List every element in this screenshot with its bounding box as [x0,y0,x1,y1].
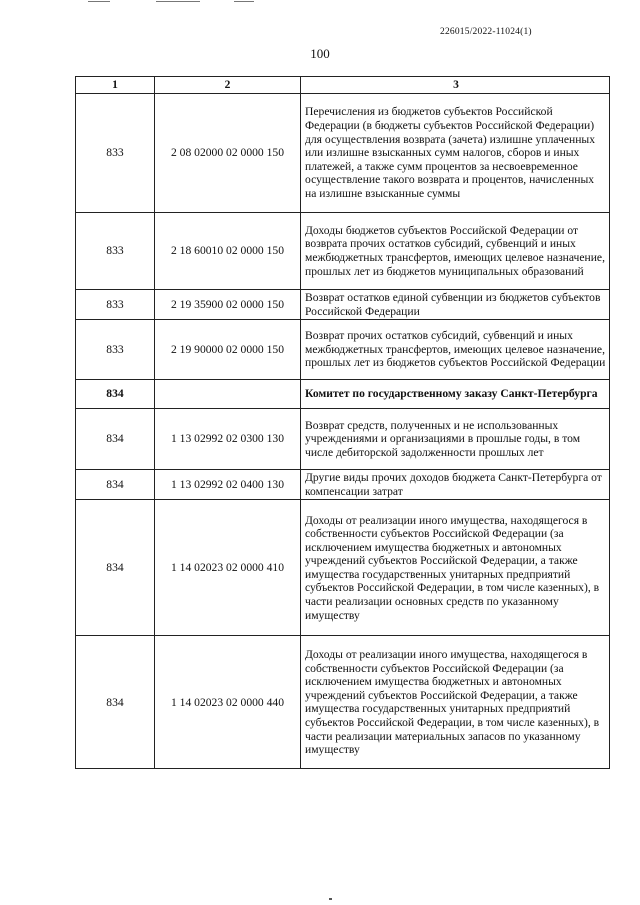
description-cell: Перечисления из бюджетов субъектов Российской Федерации (в бюджеты субъектов Российской Федерации) для осуществления возврата (зачета) излишне уплаченных или излишне взысканных сумм налогов, сборов и иных платежей, а также сумм процентов за несвоевременное осуществление такого возврата и процентов, начисленных на излишне взысканные суммы [301,94,610,213]
admin-code-cell: 834 [76,380,155,409]
column-header-1: 1 [76,77,155,94]
scan-speck [329,898,332,900]
description-cell: Доходы бюджетов субъектов Российской Федерации от возврата прочих остатков субсидий, субвенций и иных межбюджетных трансфертов, имеющих целевое назначение, прошлых лет из бюджетов муниципальных образований [301,213,610,290]
budget-code-cell: 2 19 90000 02 0000 150 [155,320,301,380]
description-cell: Возврат средств, полученных и не использованных учреждениями и организациями в прошлые годы, в том числе дебиторской задолженности прошлых лет [301,409,610,470]
table-header-row [76,77,610,94]
budget-code-cell: 2 18 60010 02 0000 150 [155,213,301,290]
table-row [76,636,610,769]
budget-code-cell: 1 13 02992 02 0300 130 [155,409,301,470]
admin-code-cell: 834 [76,500,155,636]
description-cell: Доходы от реализации иного имущества, находящегося в собственности субъектов Российской Федерации (за исключением имущества бюджетных и автономных учреждений субъектов Российской Федерации, а также имущества государственных унитарных предприятий субъектов Российской Федерации, в том числе казенных), в части реализации материальных запасов по указанному имуществу [301,636,610,769]
budget-codes-table [75,76,610,769]
table-row [76,500,610,636]
budget-code-cell: 2 08 02000 02 0000 150 [155,94,301,213]
table-row [76,94,610,213]
page-number: 100 [310,46,330,61]
description-cell: Доходы от реализации иного имущества, находящегося в собственности субъектов Российской Федерации (за исключением имущества бюджетных и автономных учреждений субъектов Российской Федерации, а также имущества государственных унитарных предприятий субъектов Российской Федерации, в том числе казенных), в части реализации основных средств по указанному имуществу [301,500,610,636]
admin-code-cell: 833 [76,94,155,213]
description-cell: Возврат остатков единой субвенции из бюджетов субъектов Российской Федерации [301,290,610,320]
budget-code-cell: 1 13 02992 02 0400 130 [155,470,301,500]
budget-code-cell: 1 14 02023 02 0000 410 [155,500,301,636]
budget-code-cell [155,380,301,409]
table-row [76,320,610,380]
table-section-row [76,380,610,409]
table-row [76,409,610,470]
budget-code-cell: 2 19 35900 02 0000 150 [155,290,301,320]
admin-code-cell: 833 [76,213,155,290]
admin-code-cell: 834 [76,409,155,470]
description-cell: Возврат прочих остатков субсидий, субвенций и иных межбюджетных трансфертов, имеющих целевое назначение, прошлых лет из бюджетов субъектов Российской Федерации [301,320,610,380]
description-cell: Другие виды прочих доходов бюджета Санкт-Петербурга от компенсации затрат [301,470,610,500]
admin-code-cell: 833 [76,320,155,380]
document-number: 226015/2022-11024(1) [440,27,532,37]
budget-code-cell: 1 14 02023 02 0000 440 [155,636,301,769]
section-title-cell: Комитет по государственному заказу Санкт-Петербурга [301,380,610,409]
column-header-3: 3 [301,77,610,94]
admin-code-cell: 833 [76,290,155,320]
admin-code-cell: 834 [76,636,155,769]
table-row [76,213,610,290]
table-row [76,290,610,320]
table-row [76,470,610,500]
admin-code-cell: 834 [76,470,155,500]
column-header-2: 2 [155,77,301,94]
